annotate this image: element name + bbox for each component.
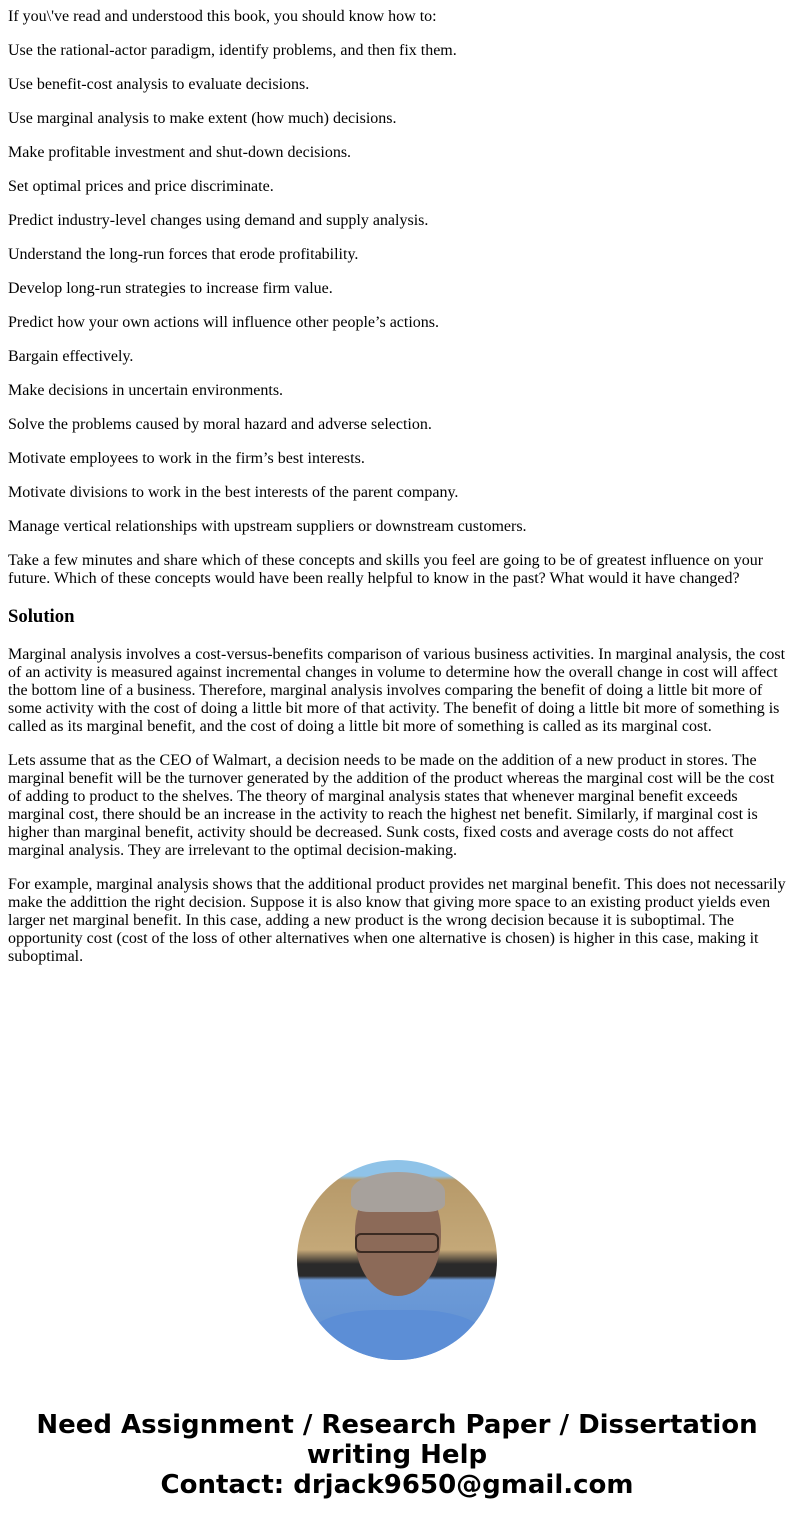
skill-item: Motivate divisions to work in the best interests of the parent company. bbox=[8, 484, 459, 501]
solution-paragraph: Marginal analysis involves a cost-versus-benefits comparison of various business activities. In marginal analysis, the cost of an activity is measured against incremental changes in volume to determine how the overall change in cost will affect the bottom line of a business. Therefore, marginal analysis involves comparing the benefit of doing a little bit more of some activity with the cost of doing a little bit more of that activity. The benefit of doing a little bit more of something is called as its marginal benefit, and the cost of doing a little bit more of something is called as its marginal cost. bbox=[8, 646, 786, 735]
question-text: Take a few minutes and share which of these concepts and skills you feel are going to be of greatest influence on your future. Which of these concepts would have been really helpful to know in the past? What would it have changed? bbox=[8, 552, 764, 587]
spacer bbox=[0, 982, 794, 1160]
skill-item: Use marginal analysis to make extent (how much) decisions. bbox=[8, 110, 397, 127]
skill-item: Develop long-run strategies to increase firm value. bbox=[8, 280, 333, 297]
author-photo bbox=[297, 1160, 497, 1360]
skill-item: Predict industry-level changes using demand and supply analysis. bbox=[8, 212, 429, 229]
skills-list bbox=[8, 42, 786, 536]
solution-paragraph: For example, marginal analysis shows that the additional product provides net marginal benefit. This does not necessarily make the addittion the right decision. Suppose it is also know that giving more space to an existing product yields even larger net marginal benefit. In this case, adding a new product is the wrong decision because it is suboptimal. The opportunity cost (cost of the loss of other alternatives when one alternative is chosen) is higher in this case, making it suboptimal. bbox=[8, 876, 786, 965]
skill-item: Use benefit-cost analysis to evaluate decisions. bbox=[8, 76, 310, 93]
skill-item: Motivate employees to work in the firm’s best interests. bbox=[8, 450, 365, 467]
photo-hair bbox=[351, 1172, 445, 1212]
skill-item: Bargain effectively. bbox=[8, 348, 134, 365]
photo-shirt bbox=[307, 1310, 487, 1360]
document-body bbox=[0, 8, 794, 966]
photo-glasses bbox=[355, 1233, 439, 1253]
skill-item: Use the rational-actor paradigm, identify problems, and then fix them. bbox=[8, 42, 457, 59]
skill-item: Understand the long-run forces that erode profitability. bbox=[8, 246, 359, 263]
skill-item: Manage vertical relationships with upstream suppliers or downstream customers. bbox=[8, 518, 527, 535]
skill-item: Solve the problems caused by moral hazard and adverse selection. bbox=[8, 416, 432, 433]
contact-email-text: Contact: drjack9650@gmail.com bbox=[160, 1470, 634, 1500]
intro-text: If you\'ve read and understood this book, you should know how to: bbox=[8, 8, 437, 25]
skill-item: Predict how your own actions will influence other people’s actions. bbox=[8, 314, 440, 331]
help-banner-text: Need Assignment / Research Paper / Dissertation writing Help bbox=[36, 1410, 758, 1470]
solution-paragraph: Lets assume that as the CEO of Walmart, a decision needs to be made on the addition of a new product in stores. The marginal benefit will be the turnover generated by the addition of the product whereas the marginal cost will be the cost of adding to product to the shelves. The theory of marginal analysis states that whenever marginal benefit exceeds marginal cost, there should be an increase in the activity to reach the highest net benefit. Similarly, if marginal cost is higher than marginal benefit, activity should be decreased. Sunk costs, fixed costs and average costs do not affect marginal analysis. They are irrelevant to the optimal decision-making. bbox=[8, 752, 775, 859]
skill-item: Make decisions in uncertain environments. bbox=[8, 382, 284, 399]
skill-item: Make profitable investment and shut-down decisions. bbox=[8, 144, 352, 161]
solution-heading: Solution bbox=[8, 606, 75, 627]
contact-banner bbox=[0, 1410, 794, 1500]
skill-item: Set optimal prices and price discriminate. bbox=[8, 178, 274, 195]
